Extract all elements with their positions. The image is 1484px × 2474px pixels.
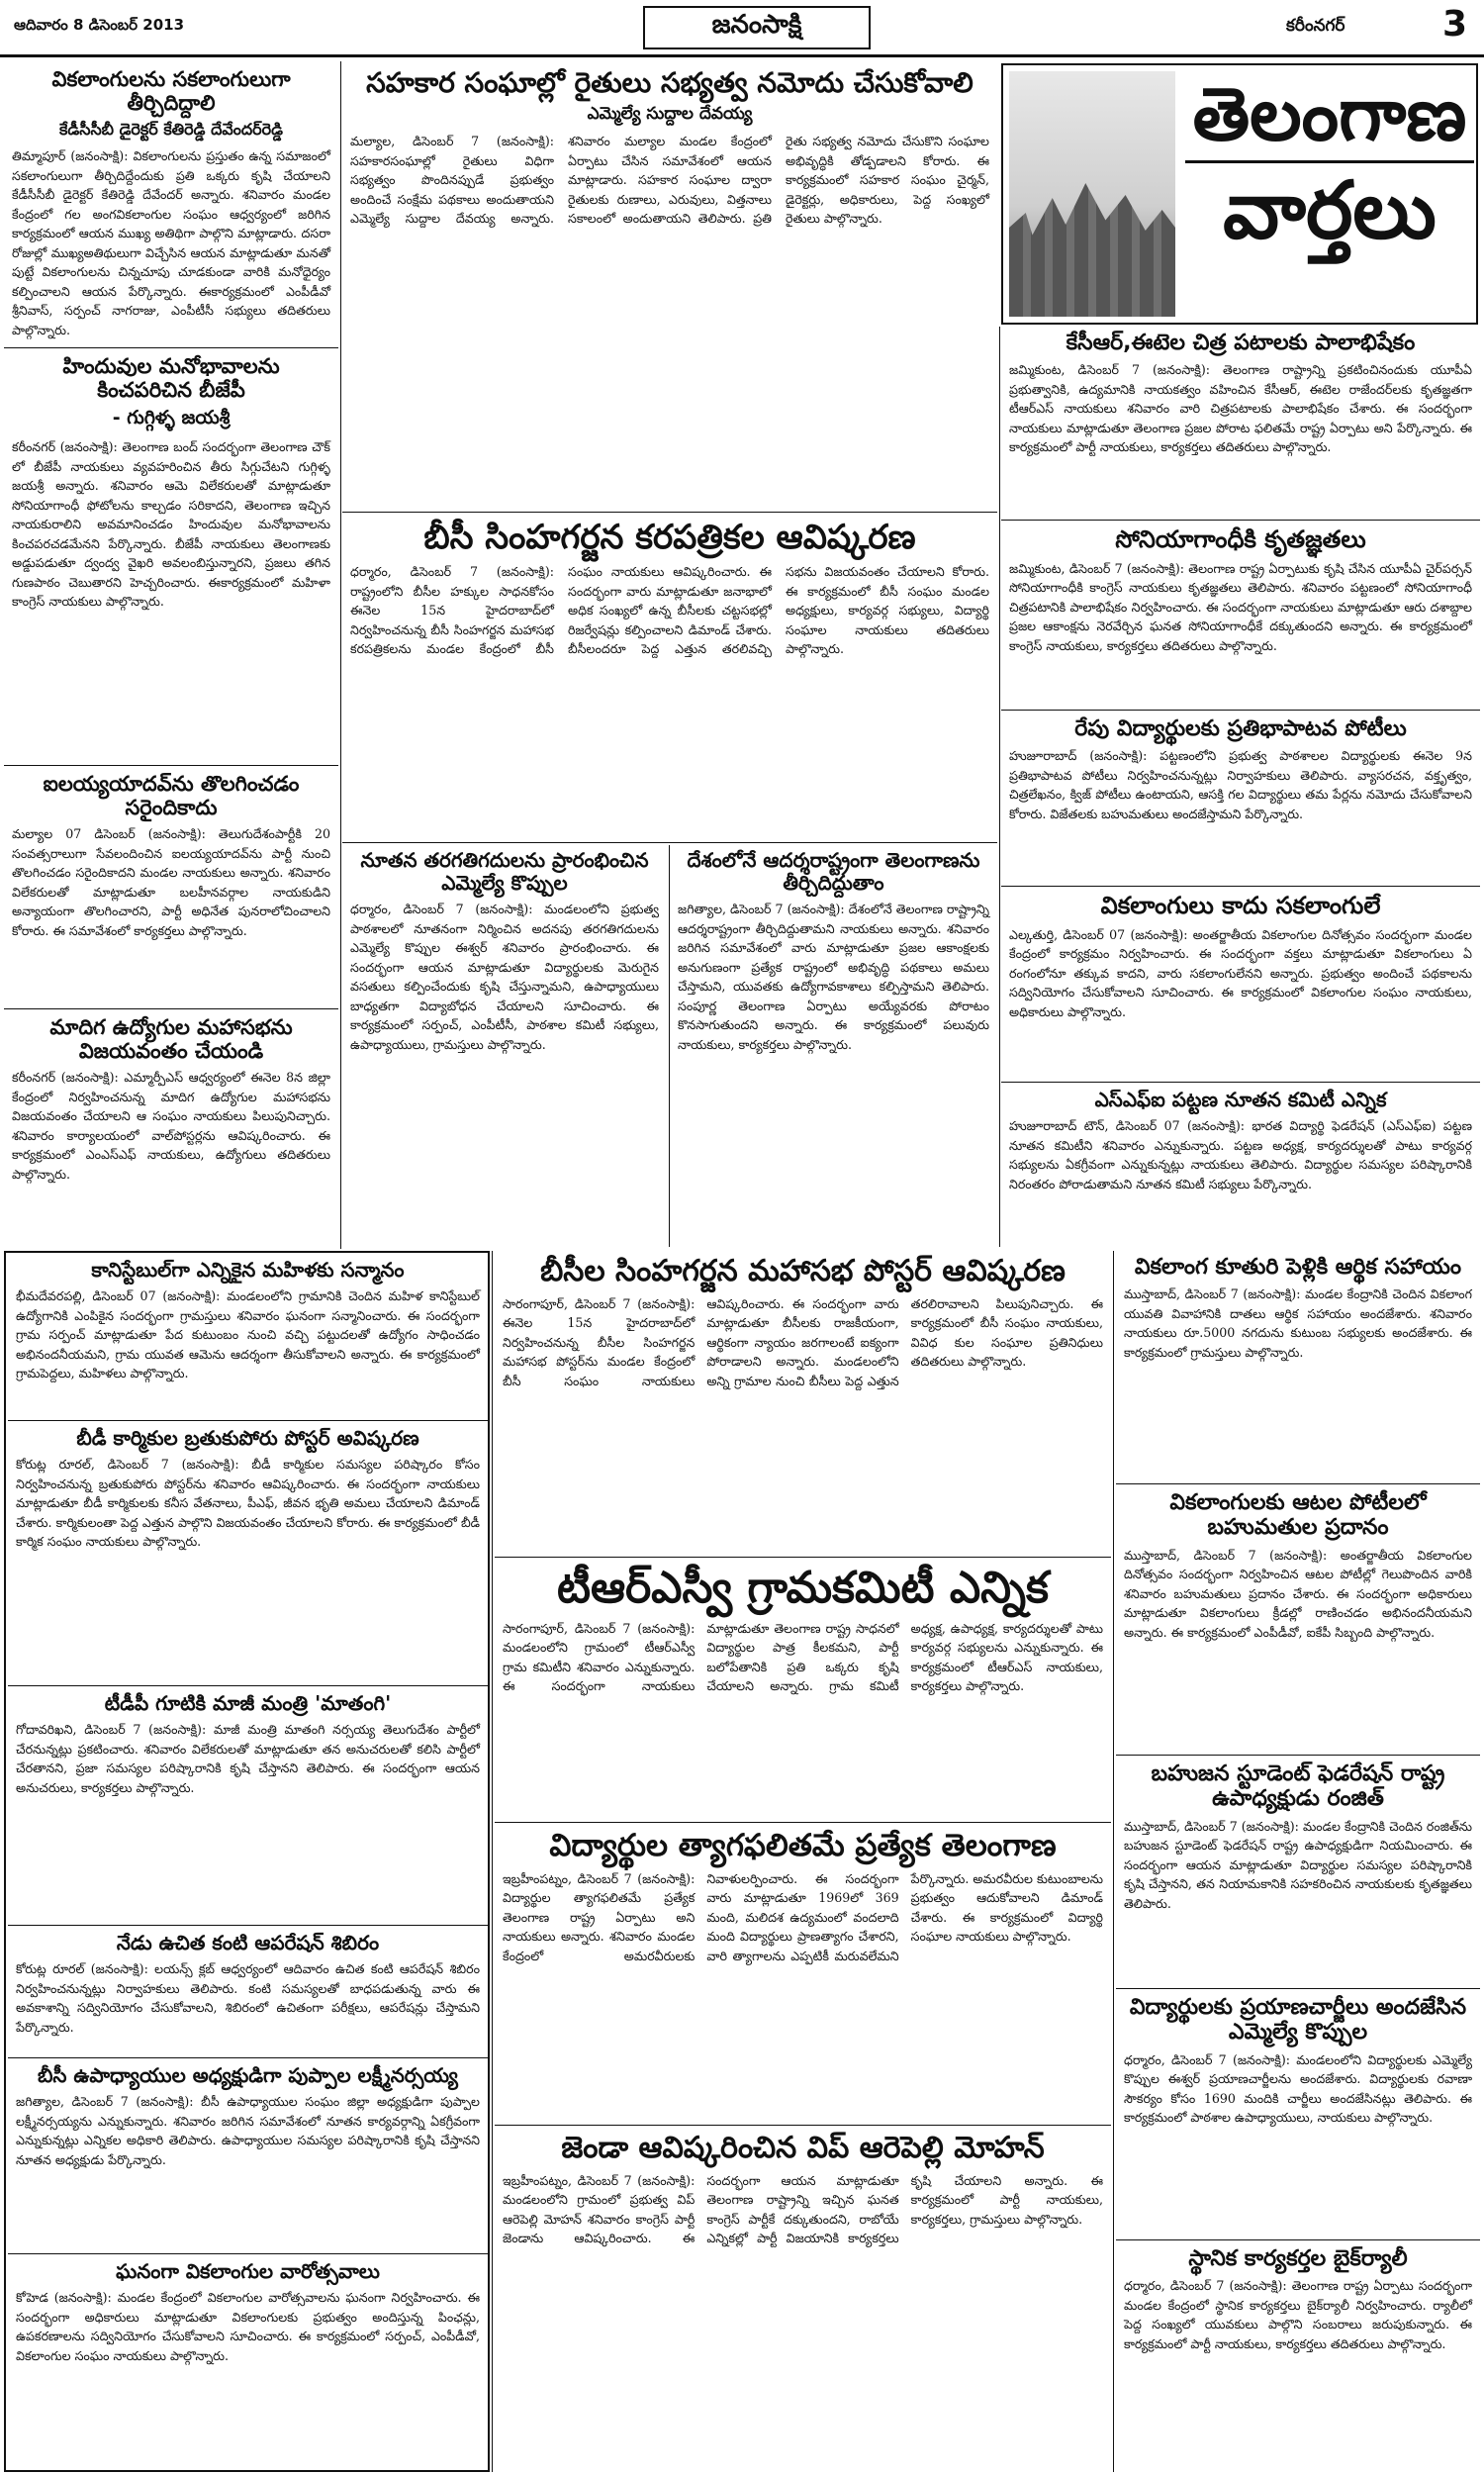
page-header: [0, 0, 1484, 57]
article-travel-charges: [1116, 1991, 1480, 2240]
headline: టీఆర్ఎస్వీ గ్రామకమిటీ ఎన్నిక: [557, 1563, 1049, 1613]
banner-title-line2: వార్తలు: [1185, 160, 1474, 252]
headline: నూతన తరగతిగదులను ప్రారంభించిన ఎమ్మెల్యే కొప్పుల: [360, 848, 649, 895]
article-bc-pamphlet-launch: [342, 515, 997, 843]
article-body: జగిత్యాల, డిసెంబర్ 7 (జనంసాక్షి): బీసీ ఉపాధ్యాయుల సంఘం జిల్లా అధ్యక్షుడిగా పుప్పాల లక్ష్మీనర్సయ్యను ఎన్నుకున్నారు. శనివారం జరిగిన సమావేశంలో నూతన కార్యవర్గాన్ని ఏకగ్రీవంగా ఎన్నుకున్నట్లు ఎన్నికల అధికారి తెలిపారు. ఉపాధ్యాయుల సమస్యల పరిష్కారానికి కృషి చేస్తానని నూతన అధ్యక్షుడు పేర్కొన్నారు.: [16, 2094, 480, 2167]
article-body: ఇబ్రహీంపట్నం, డిసెంబర్ 7 (జనంసాక్షి): విద్యార్థుల త్యాగఫలితమే ప్రత్యేక తెలంగాణ రాష్ట్ర ఏర్పాటు అని నాయకులు అన్నారు. శనివారం మండల కేంద్రంలో అమరవీరులకు నివాళులర్పించారు. ఈ సందర్భంగా వారు మాట్లాడుతూ 1969లో 369 మంది, మలిదశ ఉద్యమంలో వందలాది మంది విద్యార్థులు ప్రాణత్యాగం చేశారని, వారి త్యాగాలను ఎప్పటికీ మరువలేమని పేర్కొన్నారు. అమరవీరుల కుటుంబాలను ప్రభుత్వం ఆదుకోవాలని డిమాండ్ చేశారు. ఈ కార్యక్రమంలో విద్యార్థి సంఘాల నాయకులు పాల్గొన్నారు.: [503, 1870, 1103, 1963]
article-body: గోదావరిఖని, డిసెంబర్ 7 (జనంసాక్షి): మాజీ మంత్రి మాతంగి నర్సయ్య తెలుగుదేశం పార్టీలో చేరనున్నట్లు ప్రకటించారు. శనివారం విలేకరులతో మాట్లాడుతూ తన అనుచరులతో కలిసి పార్టీలో చేరతానని, ప్రజా సమస్యల పరిష్కారానికి కృషి చేస్తానని తెలిపారు. ఈ సందర్భంగా ఆయన అనుచరులు, కార్యకర్తలు పాల్గొన్నారు.: [16, 1722, 480, 1795]
headline: జెండా ఆవిష్కరించిన విప్ ఆరెపెల్లి మోహన్: [561, 2131, 1045, 2165]
headline: వికలాంగులను సకలాంగులుగా తీర్చిదిద్దాలి: [51, 67, 291, 116]
issue-date: ఆదివారం 8 డిసెంబర్ 2013: [14, 16, 185, 34]
article-body: మల్యాల 07 డిసెంబర్ (జనంసాక్షి): తెలుగుదేశంపార్టీకి 20 సంవత్సరాలుగా సేవలందించిన ఐలయ్యయాదవ్‌ను పార్టీ నుంచి తొలగించడం సరైందికాదని మండల నాయకులు అన్నారు. శనివారం విలేకరులతో మాట్లాడుతూ బలహీనవర్గాల నాయకుడిని అన్యాయంగా తొలగించారని, పార్టీ అధినేత పునరాలోచించాలని కోరారు. ఈ సమావేశంలో కార్యకర్తలు పాల్గొన్నారు.: [12, 826, 330, 938]
headline: వికలాంగులకు ఆటల పోటీలలో బహుమతుల ప్రదానం: [1169, 1490, 1427, 1541]
subheadline: కేడీసీసీబీ డైరెక్టర్ కేతిరెడ్డి దేవేందర్‌రెడ్డి: [59, 120, 283, 140]
article-bjp-hurt-sentiments: [4, 350, 338, 766]
headline: మాదిగ ఉద్యోగుల మహాసభను విజయవంతం చేయండి: [49, 1015, 293, 1064]
headline: బీసీ సింహగర్జన కరపత్రికల ఆవిష్కరణ: [423, 518, 916, 557]
article-body: మల్యాల, డిసెంబర్ 7 (జనంసాక్షి): సహకారసంఘాల్లో రైతులు విధిగా సభ్యత్వం పొందినప్పుడే ప్రభుత్వం అందించే సంక్షేమ పథకాలు అందుతాయని ఎమ్మెల్యే సుద్దాల దేవయ్య అన్నారు. శనివారం మల్యాల మండల కేంద్రంలో ఏర్పాటు చేసిన సమావేశంలో ఆయన మాట్లాడారు. సహకార సంఘాల ద్వారా రైతులకు రుణాలు, ఎరువులు, విత్తనాలు సకాలంలో అందుతాయని తెలిపారు. ప్రతి రైతు సభ్యత్వ నమోదు చేసుకొని సంఘాల అభివృద్ధికి తోడ్పడాలని కోరారు. ఈ కార్యక్రమంలో సహకార సంఘం చైర్మన్, డైరెక్టర్లు, అధికారులు, పెద్ద సంఖ్యలో రైతులు పాల్గొన్నారు.: [350, 134, 989, 227]
column-rule: [1113, 1251, 1114, 2472]
headline: విద్యార్థులకు ప్రయాణచార్జీలు అందజేసిన ఎమ్మెల్యే కొప్పుల: [1129, 1995, 1467, 2046]
article-flag-hoisting: [495, 2128, 1111, 2468]
article-constable-felicitation: [8, 1255, 488, 1421]
article-ex-minister-tdp: [8, 1688, 488, 1926]
headline: బీసీల సింహగర్జన మహాసభ పోస్టర్ ఆవిష్కరణ: [540, 1254, 1066, 1288]
article-body: హుజూరాబాద్ (జనంసాక్షి): పట్టణంలోని ప్రభుత్వ పాఠశాలల విద్యార్థులకు ఈనెల 9న ప్రతిభాపాటవ పోటీలు నిర్వహించనున్నట్లు నిర్వాహకులు తెలిపారు. వ్యాసరచన, వక్తృత్వం, చిత్రలేఖనం, క్విజ్ పోటీలు ఉంటాయని, ఆసక్తి గల విద్యార్థులు తమ పేర్లను నమోదు చేసుకోవాలని కోరారు. విజేతలకు బహుమతులు అందజేస్తామని పేర్కొన్నారు.: [1009, 748, 1472, 821]
headline: వికలాంగ కూతురి పెళ్లికి ఆర్థిక సహాయం: [1134, 1255, 1462, 1280]
article-new-classrooms: [342, 845, 667, 1247]
headline: ఐలయ్యయాదవ్‌ను తొలగించడం సరైందికాదు: [43, 772, 300, 820]
edition-name: కరీంనగర్: [1286, 16, 1345, 36]
article-body: సారంగాపూర్, డిసెంబర్ 7 (జనంసాక్షి): ఈనెల 15న హైదరాబాద్‌లో నిర్వహించనున్న బీసీల సింహగర్జన మహాసభ పోస్టర్‌ను మండల కేంద్రంలో బీసీ సంఘం నాయకులు ఆవిష్కరించారు. ఈ సందర్భంగా వారు మాట్లాడుతూ బీసీలకు రాజకీయంగా, ఆర్థికంగా న్యాయం జరగాలంటే ఐక్యంగా పోరాడాలని అన్నారు. మండలంలోని అన్ని గ్రామాల నుంచి బీసీలు పెద్ద ఎత్తున తరలిరావాలని పిలుపునిచ్చారు. ఈ కార్యక్రమంలో బీసీ సంఘం నాయకులు, వివిధ కుల సంఘాల ప్రతినిధులు తదితరులు పాల్గొన్నారు.: [503, 1295, 1103, 1388]
article-body: తిమ్మాపూర్ (జనంసాక్షి): వికలాంగులను ప్రస్తుతం ఉన్న సమాజంలో సకలాంగులుగా తీర్చిదిద్దేందుకు ప్రతి ఒక్కరు కృషి చేయాలని కేడీసీసీబీ డైరెక్టర్ కేతిరెడ్డి దేవేందర్ అన్నారు. శనివారం మండల కేంద్రంలో గల అంగవికలాంగుల సంఘం ఆధ్వర్యంలో జరిగిన కార్యక్రమంలో ఆయన ముఖ్య అతిథిగా పాల్గొని మాట్లాడారు. దసరా రోజుల్లో ముఖ్యఅతిథులుగా విచ్చేసిన ఆయన మాట్లాడుతూ మనతో పుట్టే వికలాంగులను చిన్నచూపు చూడకుండా వారికి మనోధైర్యం కల్పించాలని ఆయన పేర్కొన్నారు. ఈకార్యక్రమంలో ఎంపీడీవో శ్రీనివాస్, సర్పంచ్ నాగరాజు, ఎంపీటీసీ సభ్యులు తదితరులు పాల్గొన్నారు.: [12, 148, 330, 337]
article-disabled-empowerment: [4, 63, 338, 348]
column-rule: [340, 61, 341, 1249]
article-body: ఇబ్రహీంపట్నం, డిసెంబర్ 7 (జనంసాక్షి): మండలంలోని గ్రామంలో ప్రభుత్వ విప్ ఆరెపెల్లి మోహన్ శనివారం కాంగ్రెస్ పార్టీ జెండాను ఆవిష్కరించారు. ఈ సందర్భంగా ఆయన మాట్లాడుతూ తెలంగాణ రాష్ట్రాన్ని ఇచ్చిన ఘనత కాంగ్రెస్ పార్టీకే దక్కుతుందని, రాబోయే ఎన్నికల్లో పార్టీ విజయానికి కార్యకర్తలు కృషి చేయాలని అన్నారు. ఈ కార్యక్రమంలో పార్టీ నాయకులు, కార్యకర్తలు, గ్రామస్తులు పాల్గొన్నారు.: [503, 2172, 1103, 2246]
article-student-federation: [1116, 1758, 1480, 1989]
headline: హిందువుల మనోభావాలను కించపరిచిన బీజేపీ: [62, 354, 280, 403]
headline: ఎస్ఎఫ్ఐ పట్టణ నూతన కమిటీ ఎన్నిక: [1094, 1088, 1387, 1111]
headline: టీడీపీ గూటికి మాజీ మంత్రి 'మాతంగి': [104, 1691, 392, 1715]
article-body: ధర్మారం, డిసెంబర్ 7 (జనంసాక్షి): మండలంలోని విద్యార్థులకు ఎమ్మెల్యే కొప్పుల ఈశ్వర్ ప్రయాణచార్జీలను అందజేశారు. విద్యార్థులకు రవాణా సౌకర్యం కోసం 1690 మందికి చార్జీలు అందజేసినట్లు తెలిపారు. ఈ కార్యక్రమంలో పాఠశాల ఉపాధ్యాయులు, నాయకులు పాల్గొన్నారు.: [1124, 2051, 1472, 2126]
headline: బీడీ కార్మికుల బ్రతుకుపోరు పోస్టర్ అవిష్కరణ: [76, 1426, 419, 1450]
article-body: భీమదేవరపల్లి, డిసెంబర్ 07 (జనంసాక్షి): మండలంలోని గ్రామానికి చెందిన మహిళ కానిస్టేబుల్ ఉద్యోగానికి ఎంపికైన సందర్భంగా గ్రామస్తులు శనివారం ఘనంగా సన్మానించారు. ఈ సందర్భంగా గ్రామ సర్పంచ్ మాట్లాడుతూ పేద కుటుంబం నుంచి వచ్చి పట్టుదలతో ఉద్యోగం సాధించడం అభినందనీయమని, గ్రామ యువత ఆమెను ఆదర్శంగా తీసుకోవాలని అన్నారు. ఈ కార్యక్రమంలో గ్రామపెద్దలు, మహిళలు పాల్గొన్నారు.: [16, 1288, 480, 1381]
article-body: కోరుట్ల రూరల్, డిసెంబర్ 7 (జనంసాక్షి): బీడీ కార్మికుల సమస్యల పరిష్కారం కోసం నిర్వహించనున్న బ్రతుకుపోరు పోస్టర్‌ను శనివారం ఆవిష్కరించారు. ఈ సందర్భంగా నాయకులు మాట్లాడుతూ బీడీ కార్మికులకు కనీస వేతనాలు, పీఎఫ్, జీవన భృతి అమలు చేయాలని డిమాండ్ చేశారు. కార్మికులంతా పెద్ద ఎత్తున పాల్గొని విజయవంతం చేయాలని కోరారు. ఈ కార్యక్రమంలో బీడీ కార్మిక సంఘం నాయకులు పాల్గొన్నారు.: [16, 1457, 480, 1550]
banner-title: [1185, 72, 1474, 256]
article-students-sacrifice: [495, 1825, 1111, 2126]
article-body: జమ్మికుంట, డిసెంబర్ 7 (జనంసాక్షి): తెలంగాణ రాష్ట్ర ఏర్పాటుకు కృషి చేసిన యూపీఏ చైర్‌పర్సన్ సోనియాగాంధీకి కాంగ్రెస్ నాయకులు కృతజ్ఞతలు తెలిపారు. శనివారం పట్టణంలో సోనియాగాంధీ చిత్రపటానికి పాలాభిషేకం నిర్వహించారు. ఈ సందర్భంగా నాయకులు మాట్లాడుతూ ఆరు దశాబ్దాల ప్రజల ఆకాంక్షను నెరవేర్చిన ఘనత సోనియాగాంధీకే దక్కుతుందని అన్నారు. ఈ కార్యక్రమంలో కాంగ్రెస్ నాయకులు, కార్యకర్తలు తదితరులు పాల్గొన్నారు.: [1009, 560, 1472, 653]
headline: స్థానిక కార్యకర్తల బైక్‌ర్యాలీ: [1188, 2246, 1408, 2271]
article-body: కోరుట్ల రూరల్ (జనంసాక్షి): లయన్స్ క్లబ్ ఆధ్వర్యంలో ఆదివారం ఉచిత కంటి ఆపరేషన్ శిబిరం నిర్వహించనున్నట్లు నిర్వాహకులు తెలిపారు. కంటి సమస్యలతో బాధపడుతున్న వారు ఈ అవకాశాన్ని సద్వినియోగం చేసుకోవాలని, శిబిరంలో ఉచితంగా పరీక్షలు, ఆపరేషన్లు చేస్తామని పేర్కొన్నారు.: [16, 1961, 480, 2035]
headline: సోనియాగాంధీకి కృతజ్ఞతలు: [1115, 525, 1366, 553]
headline: కానిస్టేబుల్‌గా ఎన్నికైన మహిళకు సన్మానం: [91, 1258, 405, 1282]
article-wedding-aid: [1116, 1251, 1480, 1484]
article-sports-prizes: [1116, 1486, 1480, 1756]
article-body: కరీంనగర్ (జనంసాక్షి): తెలంగాణ బంద్ సందర్భంగా తెలంగాణ చౌక్ లో బీజేపీ నాయకులు వ్యవహరించిన తీరు సిగ్గుచేటని గుగ్గిళ్ళ జయశ్రీ అన్నారు. శనివారం ఆమె విలేకరులతో మాట్లాడుతూ సోనియాగాంధీ ఫోటోలను కాల్చడం సరికాదని, తెలంగాణ ఇచ్చిన నాయకురాలిని అవమానించడం హిందువుల మనోభావాలను కించపరచడమేనని పేర్కొన్నారు. బీజేపీ నాయకులు తెలంగాణకు అడ్డుపడుతూ ద్వంద్వ వైఖరి అవలంబిస్తున్నారని, ప్రజలు తగిన గుణపాఠం చెబుతారని హెచ్చరించారు. ఈకార్యక్రమంలో మహిళా కాంగ్రెస్ నాయకులు పాల్గొన్నారు.: [12, 439, 330, 610]
article-ilayya-removal: [4, 768, 338, 1009]
article-talent-contests: [1001, 713, 1480, 887]
article-disabled-week: [8, 2256, 488, 2468]
article-body: హుజూరాబాద్ టౌన్, డిసెంబర్ 07 (జనంసాక్షి): భారత విద్యార్థి ఫెడరేషన్ (ఎస్ఎఫ్ఐ) పట్టణ నూతన కమిటీని శనివారం ఎన్నుకున్నారు. పట్టణ అధ్యక్ష, కార్యదర్శులతో పాటు కార్యవర్గ సభ్యులను ఏకగ్రీవంగా ఎన్నుకున్నట్లు నాయకులు తెలిపారు. విద్యార్థుల సమస్యల పరిష్కారానికి నిరంతరం పోరాడుతామని నూతన కమిటీ సభ్యులు పేర్కొన్నారు.: [1009, 1118, 1472, 1191]
article-thanks-to-sonia: [1001, 523, 1480, 711]
fort-photo: [1009, 71, 1175, 317]
headline: దేశంలోనే ఆదర్శరాష్ట్రంగా తెలంగాణను తీర్చిదిద్దుతాం: [687, 848, 980, 895]
headline: ఘనంగా వికలాంగుల వారోత్సవాలు: [116, 2259, 380, 2283]
article-sfi-committee: [1001, 1085, 1480, 1247]
article-kcr-milk-ablution: [1001, 327, 1480, 521]
article-ideal-telangana: [669, 845, 997, 1247]
banner-title-line1: తెలంగాణ: [1192, 72, 1467, 157]
article-body: ధర్మారం, డిసెంబర్ 7 (జనంసాక్షి): రాష్ట్రంలోని బీసీల హక్కుల సాధనకోసం ఈనెల 15న హైదరాబాద్‌లో నిర్వహించనున్న బీసీ సింహగర్జన మహాసభ కరపత్రికలను మండల కేంద్రంలో బీసీ సంఘం నాయకులు ఆవిష్కరించారు. ఈ సందర్భంగా వారు మాట్లాడుతూ జనాభాలో అధిక సంఖ్యలో ఉన్న బీసీలకు చట్టసభల్లో రిజర్వేషన్లు కల్పించాలని డిమాండ్ చేశారు. బీసీలందరూ పెద్ద ఎత్తున తరలివచ్చి సభను విజయవంతం చేయాలని కోరారు. ఈ కార్యక్రమంలో బీసీ సంఘం మండల అధ్యక్షులు, కార్యవర్గ సభ్యులు, విద్యార్థి సంఘాల నాయకులు తదితరులు పాల్గొన్నారు.: [350, 564, 989, 657]
page-number: 3: [1442, 4, 1468, 45]
article-differently-abled: [1001, 889, 1480, 1083]
article-bc-teachers-president: [8, 2060, 488, 2254]
article-body: కోహెడ (జనంసాక్షి): మండల కేంద్రంలో వికలాంగుల వారోత్సవాలను ఘనంగా నిర్వహించారు. ఈ సందర్భంగా అధికారులు మాట్లాడుతూ వికలాంగులకు ప్రభుత్వం అందిస్తున్న పింఛన్లు, ఉపకరణాలను సద్వినియోగం చేసుకోవాలని సూచించారు. ఈ కార్యక్రమంలో సర్పంచ్, ఎంపీడీవో, వికలాంగుల సంఘం నాయకులు పాల్గొన్నారు.: [16, 2290, 480, 2363]
article-bike-rally: [1116, 2242, 1480, 2468]
headline: వికలాంగులు కాదు సకలాంగులే: [1100, 892, 1381, 919]
column-rule: [492, 1251, 493, 2472]
headline: సహకార సంఘాల్లో రైతులు సభ్యత్వ నమోదు చేసుకోవాలి: [366, 66, 974, 99]
article-body: జమ్మికుంట, డిసెంబర్ 7 (జనంసాక్షి): తెలంగాణ రాష్ట్రాన్ని ప్రకటించినందుకు యూపీఏ ప్రభుత్వానికి, ఉద్యమానికి నాయకత్వం వహించిన కేసీఆర్, ఈటెల రాజేందర్‌లకు కృతజ్ఞతగా టీఆర్‌ఎస్ నాయకులు శనివారం వారి చిత్రపటాలకు పాలాభిషేకం చేశారు. ఈ సందర్భంగా నాయకులు మాట్లాడుతూ తెలంగాణ ప్రజల పోరాట ఫలితమే రాష్ట్ర ఏర్పాటు అని పేర్కొన్నారు. ఈ కార్యక్రమంలో పార్టీ నాయకులు, కార్యకర్తలు తదితరులు పాల్గొన్నారు.: [1009, 362, 1472, 455]
article-madiga-employees: [4, 1011, 338, 1247]
column-rule: [999, 327, 1000, 1247]
article-body: ఎల్కతుర్తి, డిసెంబర్ 07 (జనంసాక్షి): అంతర్జాతీయ వికలాంగుల దినోత్సవం సందర్భంగా మండల కేంద్రంలో కార్యక్రమం నిర్వహించారు. ఈ సందర్భంగా వక్తలు మాట్లాడుతూ వికలాంగులు ఏ రంగంలోనూ తక్కువ కాదని, వారు సకలాంగులేనని అన్నారు. ప్రభుత్వం అందించే పథకాలను సద్వినియోగం చేసుకోవాలని సూచించారు. ఈ కార్యక్రమంలో వికలాంగుల సంఘం నాయకులు, అధికారులు పాల్గొన్నారు.: [1009, 926, 1472, 1019]
headline: కేసీఆర్,ఈటెల చిత్ర పటాలకు పాలాభిషేకం: [1066, 331, 1416, 355]
article-eye-camp: [8, 1928, 488, 2058]
article-body: కరీంనగర్ (జనంసాక్షి): ఎమ్మార్పీఎస్ ఆధ్వర్యంలో ఈనెల 8న జిల్లా కేంద్రంలో నిర్వహించనున్న మాదిగ ఉద్యోగుల మహాసభను విజయవంతం చేయాలని ఆ సంఘం నాయకులు పిలుపునిచ్చారు. శనివారం కార్యాలయంలో వాల్‌పోస్టర్లను ఆవిష్కరించారు. ఈ కార్యక్రమంలో ఎంఎస్‌ఎఫ్ నాయకులు, ఉద్యోగులు తదితరులు పాల్గొన్నారు.: [12, 1070, 330, 1182]
article-body: జగిత్యాల, డిసెంబర్ 7 (జనంసాక్షి): దేశంలోనే తెలంగాణ రాష్ట్రాన్ని ఆదర్శరాష్ట్రంగా తీర్చిదిద్దుతామని నాయకులు అన్నారు. శనివారం జరిగిన సమావేశంలో వారు మాట్లాడుతూ ప్రజల ఆకాంక్షలకు అనుగుణంగా ప్రత్యేక రాష్ట్రంలో అభివృద్ధి పథకాలు అమలు చేస్తామని, యువతకు ఉద్యోగావకాశాలు కల్పిస్తామని తెలిపారు. సంపూర్ణ తెలంగాణ ఏర్పాటు అయ్యేవరకు పోరాటం కొనసాగుతుందని అన్నారు. ఈ కార్యక్రమంలో పలువురు నాయకులు, కార్యకర్తలు పాల్గొన్నారు.: [678, 902, 989, 1052]
article-body: ముస్తాబాద్, డిసెంబర్ 7 (జనంసాక్షి): అంతర్జాతీయ వికలాంగుల దినోత్సవం సందర్భంగా నిర్వహించిన ఆటల పోటీల్లో గెలుపొందిన వారికి శనివారం బహుమతులు ప్రదానం చేశారు. ఈ సందర్భంగా అధికారులు మాట్లాడుతూ వికలాంగులు క్రీడల్లో రాణించడం అభినందనీయమని అన్నారు. ఈ కార్యక్రమంలో ఎంపీడీవో, ఐకేపీ సిబ్బంది పాల్గొన్నారు.: [1124, 1547, 1472, 1640]
article-body: ముస్తాబాద్, డిసెంబర్ 7 (జనంసాక్షి): మండల కేంద్రానికి చెందిన వికలాంగ యువతి వివాహానికి దాతలు ఆర్థిక సహాయం అందజేశారు. శనివారం నాయకులు రూ.5000 నగదును కుటుంబ సభ్యులకు అందజేశారు. ఈ కార్యక్రమంలో గ్రామస్తులు పాల్గొన్నారు.: [1124, 1286, 1472, 1360]
article-cooperative-membership: [342, 63, 997, 513]
article-body: సారంగాపూర్, డిసెంబర్ 7 (జనంసాక్షి): మండలంలోని గ్రామంలో టీఆర్ఎస్వీ గ్రామ కమిటీని శనివారం ఎన్నుకున్నారు. ఈ సందర్భంగా నాయకులు మాట్లాడుతూ తెలంగాణ రాష్ట్ర సాధనలో విద్యార్థుల పాత్ర కీలకమని, పార్టీ బలోపేతానికి ప్రతి ఒక్కరు కృషి చేయాలని అన్నారు. గ్రామ కమిటీ అధ్యక్ష, ఉపాధ్యక్ష, కార్యదర్శులతో పాటు కార్యవర్గ సభ్యులను ఎన్నుకున్నారు. ఈ కార్యక్రమంలో టీఆర్ఎస్ నాయకులు, కార్యకర్తలు పాల్గొన్నారు.: [503, 1620, 1103, 1694]
headline: బీసీ ఉపాధ్యాయుల అధ్యక్షుడిగా పుప్పాల లక్ష్మీనర్సయ్య: [38, 2063, 458, 2087]
headline: బహుజన స్టూడెంట్ ఫెడరేషన్ రాష్ట్ర ఉపాధ్యక్షుడు రంజిత్: [1151, 1761, 1445, 1812]
article-trsv-committee: [495, 1560, 1111, 1823]
article-bc-simhagarjana-poster: [495, 1251, 1111, 1558]
headline: నేడు ఉచిత కంటి ఆపరేషన్ శిబిరం: [116, 1931, 380, 1954]
masthead-logo: జనంసాక్షి: [643, 6, 871, 49]
headline: విద్యార్థుల త్యాగఫలితమే ప్రత్యేక తెలంగాణ: [549, 1828, 1057, 1863]
subheadline: - గుగ్గిళ్ళ జయశ్రీ: [112, 407, 231, 429]
headline: రేపు విద్యార్థులకు ప్రతిభాపాటవ పోటీలు: [1074, 716, 1407, 741]
article-beedi-workers-poster: [8, 1423, 488, 1686]
article-body: ధర్మారం, డిసెంబర్ 7 (జనంసాక్షి): మండలంలోని ప్రభుత్వ పాఠశాలలో నూతనంగా నిర్మించిన అదనపు తరగతిగదులను ఎమ్మెల్యే కొప్పుల ఈశ్వర్ శనివారం ప్రారంభించారు. ఈ సందర్భంగా ఆయన మాట్లాడుతూ విద్యార్థులకు మెరుగైన వసతులు కల్పించేందుకు కృషి చేస్తున్నామని, ఉపాధ్యాయులు బాధ్యతగా విద్యాబోధన చేయాలని సూచించారు. ఈ కార్యక్రమంలో సర్పంచ్, ఎంపీటీసీ, పాఠశాల కమిటీ సభ్యులు, ఉపాధ్యాయులు, గ్రామస్తులు పాల్గొన్నారు.: [350, 902, 659, 1052]
subheadline: ఎమ్మెల్యే సుద్దాల దేవయ్య: [587, 104, 753, 125]
article-body: ముస్తాబాద్, డిసెంబర్ 7 (జనంసాక్షి): మండల కేంద్రానికి చెందిన రంజిత్‌ను బహుజన స్టూడెంట్ ఫెడరేషన్ రాష్ట్ర ఉపాధ్యక్షుడిగా నియమించారు. ఈ సందర్భంగా ఆయన మాట్లాడుతూ విద్యార్థుల సమస్యల పరిష్కారానికి కృషి చేస్తానని, తన నియామకానికి సహకరించిన నాయకులకు కృతజ్ఞతలు తెలిపారు.: [1124, 1818, 1472, 1911]
article-body: ధర్మారం, డిసెంబర్ 7 (జనంసాక్షి): తెలంగాణ రాష్ట్ర ఏర్పాటు సందర్భంగా మండల కేంద్రంలో స్థానిక కార్యకర్తలు బైక్‌ర్యాలీ నిర్వహించారు. ర్యాలీలో పెద్ద సంఖ్యలో యువకులు పాల్గొని సంబరాలు జరుపుకున్నారు. ఈ కార్యక్రమంలో పార్టీ నాయకులు, కార్యకర్తలు తదితరులు పాల్గొన్నారు.: [1124, 2278, 1472, 2351]
telangana-news-banner: [1001, 63, 1478, 325]
